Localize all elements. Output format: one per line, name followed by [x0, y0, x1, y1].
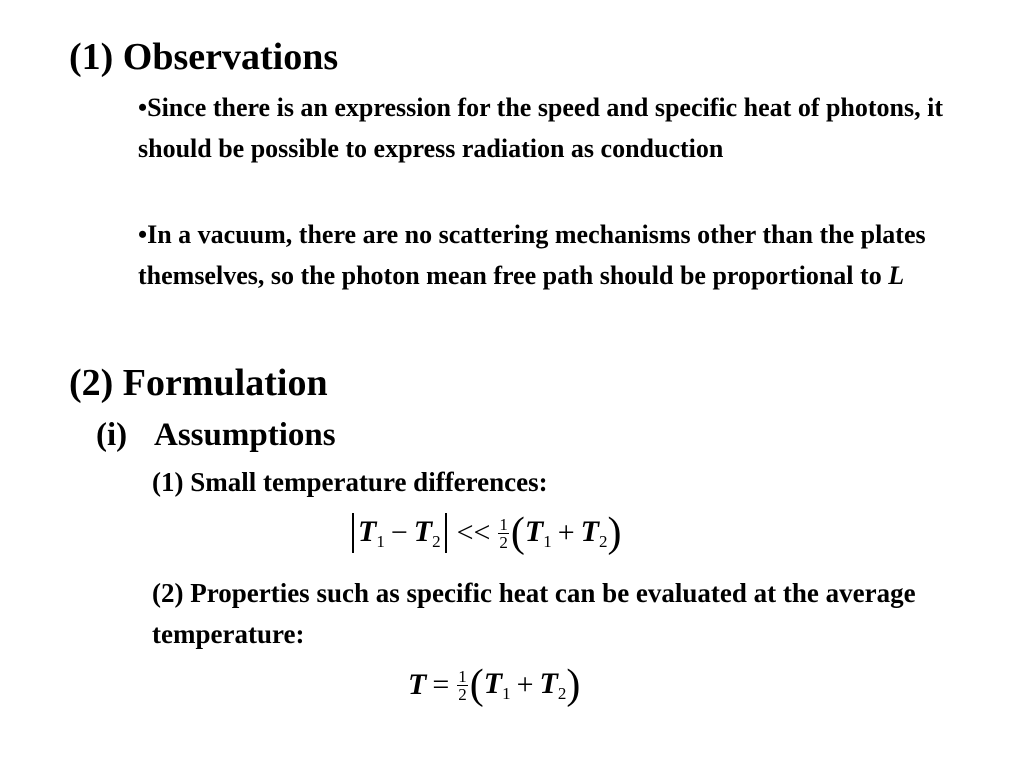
subheading-assumptions [96, 419, 336, 452]
fraction-half: $\frac{1}{2}$ [499, 514, 508, 552]
heading-observations: (1) Observations [69, 36, 339, 78]
var-T: T [408, 668, 427, 701]
subheading-label: (i) [96, 417, 128, 453]
paren-right: ) [566, 662, 581, 708]
var-T1: $T_1$ [358, 514, 385, 551]
paren-left: ( [469, 662, 484, 708]
plus-sign: + [516, 668, 534, 701]
var-T2: $T_2$ [580, 514, 608, 551]
assumption-small-temp-diff: (1) Small temperature differences: [152, 467, 548, 497]
much-less-sign: << [456, 516, 491, 549]
paren-right: ) [607, 510, 622, 556]
equation-temp-difference [348, 512, 622, 554]
var-T1: $T_1$ [483, 666, 511, 703]
bullet-text: •In a vacuum, there are no scattering mechanisms other than the plates themselves, so the photon mean free path should be proportional to [138, 220, 926, 290]
variable-L: L [888, 261, 905, 290]
assumption-average-temp: (2) Properties such as specific heat can be evaluated at the average temperature: [152, 578, 916, 649]
var-T1: $T_1$ [524, 514, 552, 551]
minus-sign: − [390, 516, 408, 549]
abs-bar-right [445, 513, 447, 553]
abs-bar-left [352, 513, 354, 553]
bullet-photon-speed: •Since there is an expression for the speed and specific heat of photons, it should be possible to express radiation as conduction [138, 93, 944, 163]
plus-sign: + [557, 516, 575, 549]
equals-sign: = [432, 668, 450, 701]
var-T2: $T_2$ [539, 666, 567, 703]
var-T2: $T_2$ [413, 514, 441, 551]
paren-left: ( [510, 510, 525, 556]
heading-formulation: (2) Formulation [69, 362, 328, 404]
subheading-text: Assumptions [154, 417, 336, 453]
bullet-vacuum-scattering [138, 214, 958, 296]
fraction-half: $\frac{1}{2}$ [458, 666, 467, 704]
equation-average-temp [408, 664, 580, 706]
